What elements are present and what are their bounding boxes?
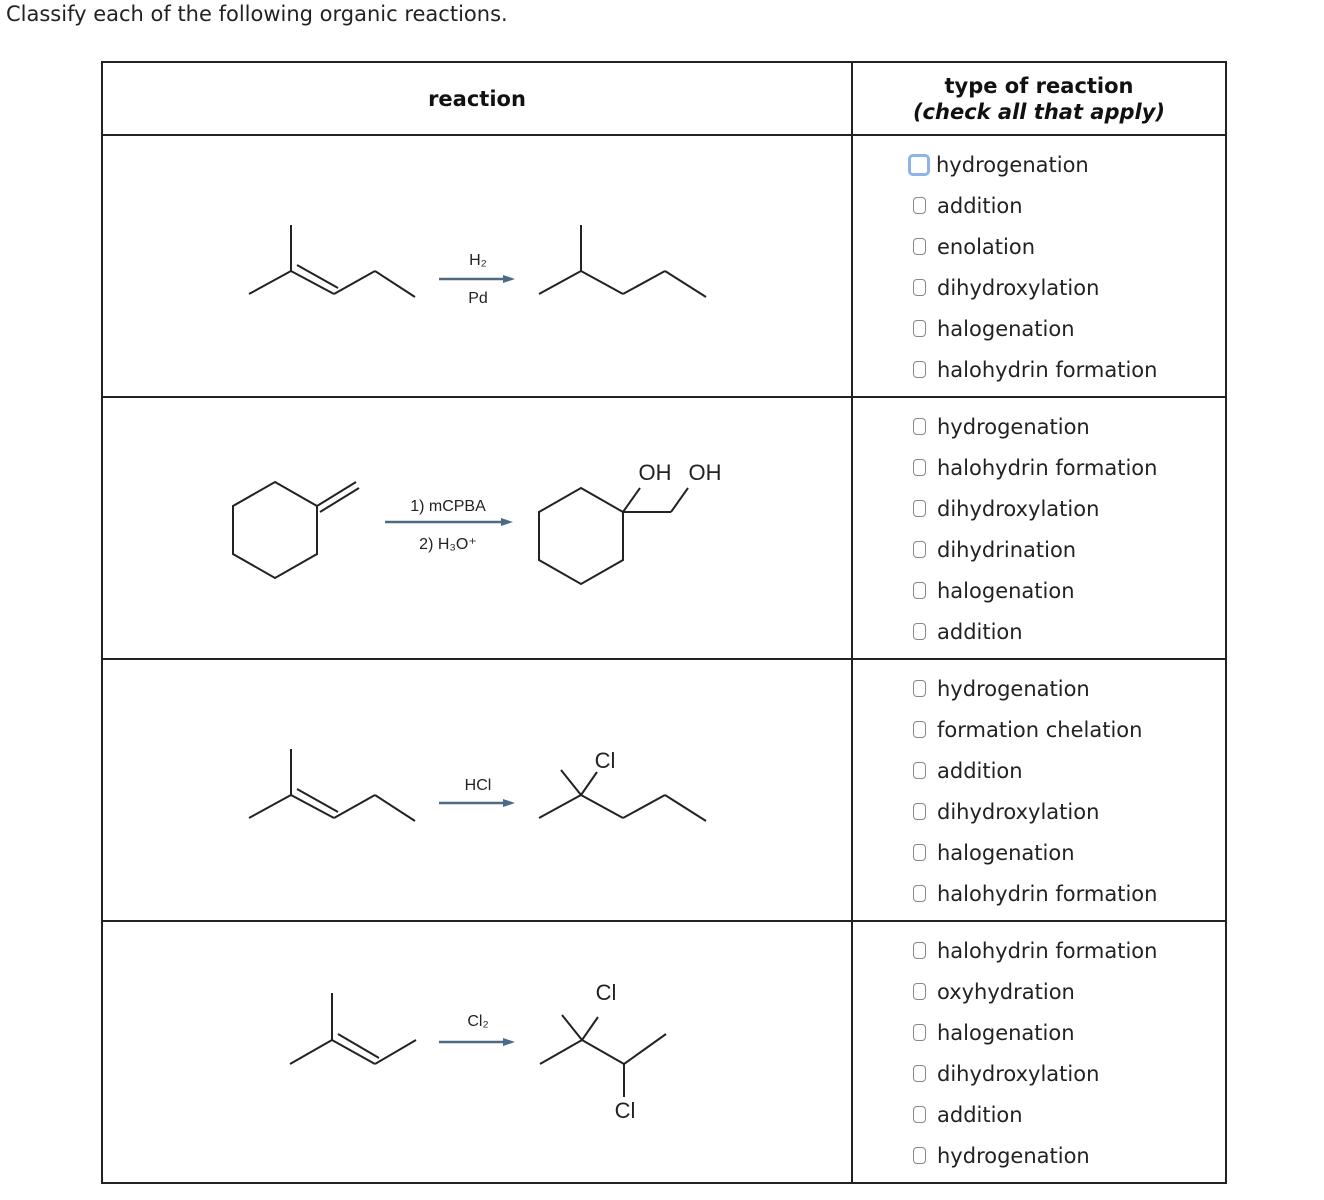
checkbox[interactable] xyxy=(913,541,926,558)
option-addition[interactable] xyxy=(853,1094,1225,1135)
table-row xyxy=(102,135,1226,397)
option-halohydrin-formation[interactable] xyxy=(853,447,1225,488)
table-row xyxy=(102,397,1226,659)
option-dihydroxylation[interactable] xyxy=(853,488,1225,529)
option-label: oxyhydration xyxy=(937,979,1075,1004)
product-label: OH xyxy=(638,460,672,485)
option-label: hydrogenation xyxy=(937,414,1090,439)
product-label: Cl xyxy=(595,980,617,1005)
option-label: hydrogenation xyxy=(936,152,1089,177)
checkbox[interactable] xyxy=(913,197,926,214)
checkbox[interactable] xyxy=(913,1024,926,1041)
option-label: dihydroxylation xyxy=(937,496,1100,521)
reaction-cell xyxy=(102,135,852,397)
type-header-note: (check all that apply) xyxy=(912,99,1166,124)
table-row xyxy=(102,659,1226,921)
checkbox[interactable] xyxy=(913,418,926,435)
option-dihydrination[interactable] xyxy=(853,529,1225,570)
type-header-title: type of reaction xyxy=(944,73,1134,98)
option-label: dihydroxylation xyxy=(937,1061,1100,1086)
checkbox[interactable] xyxy=(913,885,926,902)
checkbox[interactable] xyxy=(913,1065,926,1082)
checkbox[interactable] xyxy=(913,942,926,959)
checkbox[interactable] xyxy=(913,762,926,779)
checkbox[interactable] xyxy=(913,721,926,738)
checkbox[interactable] xyxy=(913,320,926,337)
option-label: addition xyxy=(937,193,1023,218)
option-addition[interactable] xyxy=(853,750,1225,791)
option-halohydrin-formation[interactable] xyxy=(853,349,1225,390)
option-hydrogenation[interactable] xyxy=(853,144,1225,185)
options-cell xyxy=(852,921,1226,1183)
option-dihydroxylation[interactable] xyxy=(853,791,1225,832)
reaction-scheme-1 xyxy=(103,136,851,396)
option-formation-chelation[interactable] xyxy=(853,709,1225,750)
option-halogenation[interactable] xyxy=(853,308,1225,349)
reaction-scheme-2 xyxy=(103,398,851,658)
option-hydrogenation[interactable] xyxy=(853,406,1225,447)
reaction-cell xyxy=(102,659,852,921)
reagent-top: H₂ xyxy=(469,252,487,269)
checkbox[interactable] xyxy=(913,279,926,296)
checkbox[interactable] xyxy=(913,582,926,599)
options-cell xyxy=(852,135,1226,397)
option-halohydrin-formation[interactable] xyxy=(853,930,1225,971)
question-prompt: Classify each of the following organic reactions. xyxy=(6,2,508,26)
product-label: OH xyxy=(688,460,722,485)
option-label: hydrogenation xyxy=(937,1143,1090,1168)
checkbox[interactable] xyxy=(908,154,930,176)
option-oxyhydration[interactable] xyxy=(853,971,1225,1012)
table-row xyxy=(102,921,1226,1183)
option-halogenation[interactable] xyxy=(853,570,1225,611)
product-label: Cl xyxy=(614,1098,636,1123)
product-label: Cl xyxy=(594,748,616,773)
reagent-top: Cl₂ xyxy=(467,1013,489,1030)
option-label: halohydrin formation xyxy=(937,455,1158,480)
option-label: halogenation xyxy=(937,316,1075,341)
reagent-bottom: Pd xyxy=(468,290,488,307)
option-halohydrin-formation[interactable] xyxy=(853,873,1225,914)
option-label: hydrogenation xyxy=(937,676,1090,701)
option-addition[interactable] xyxy=(853,185,1225,226)
checkbox[interactable] xyxy=(913,623,926,640)
option-dihydroxylation[interactable] xyxy=(853,1053,1225,1094)
checkbox[interactable] xyxy=(913,680,926,697)
option-enolation[interactable] xyxy=(853,226,1225,267)
option-label: halogenation xyxy=(937,1020,1075,1045)
reaction-cell xyxy=(102,921,852,1183)
type-column-header xyxy=(852,62,1226,135)
option-hydrogenation[interactable] xyxy=(853,1135,1225,1176)
reagent-bottom: 2) H₃O⁺ xyxy=(419,536,477,553)
checkbox[interactable] xyxy=(913,361,926,378)
option-label: enolation xyxy=(937,234,1036,259)
option-label: addition xyxy=(937,1102,1023,1127)
checkbox[interactable] xyxy=(913,983,926,1000)
checkbox[interactable] xyxy=(913,1106,926,1123)
option-dihydroxylation[interactable] xyxy=(853,267,1225,308)
option-label: halohydrin formation xyxy=(937,357,1158,382)
option-label: halohydrin formation xyxy=(937,881,1158,906)
table-header-row xyxy=(102,62,1226,135)
reagent-top: HCl xyxy=(464,777,492,794)
checkbox[interactable] xyxy=(913,500,926,517)
option-label: dihydroxylation xyxy=(937,799,1100,824)
checkbox[interactable] xyxy=(913,803,926,820)
option-label: formation chelation xyxy=(937,717,1143,742)
option-hydrogenation[interactable] xyxy=(853,668,1225,709)
reagent-top: 1) mCPBA xyxy=(410,498,486,515)
option-label: addition xyxy=(937,619,1023,644)
checkbox[interactable] xyxy=(913,1147,926,1164)
reaction-table xyxy=(101,61,1227,1184)
option-label: halogenation xyxy=(937,578,1075,603)
option-addition[interactable] xyxy=(853,611,1225,652)
checkbox[interactable] xyxy=(913,238,926,255)
reaction-scheme-3 xyxy=(103,660,851,920)
option-halogenation[interactable] xyxy=(853,832,1225,873)
checkbox[interactable] xyxy=(913,844,926,861)
option-label: halogenation xyxy=(937,840,1075,865)
option-label: halohydrin formation xyxy=(937,938,1158,963)
option-label: dihydroxylation xyxy=(937,275,1100,300)
reaction-scheme-4 xyxy=(103,922,851,1182)
options-cell xyxy=(852,659,1226,921)
options-cell xyxy=(852,397,1226,659)
option-label: dihydrination xyxy=(937,537,1077,562)
checkbox[interactable] xyxy=(913,459,926,476)
option-label: addition xyxy=(937,758,1023,783)
reaction-cell xyxy=(102,397,852,659)
option-halogenation[interactable] xyxy=(853,1012,1225,1053)
reaction-column-header: reaction xyxy=(102,62,852,135)
